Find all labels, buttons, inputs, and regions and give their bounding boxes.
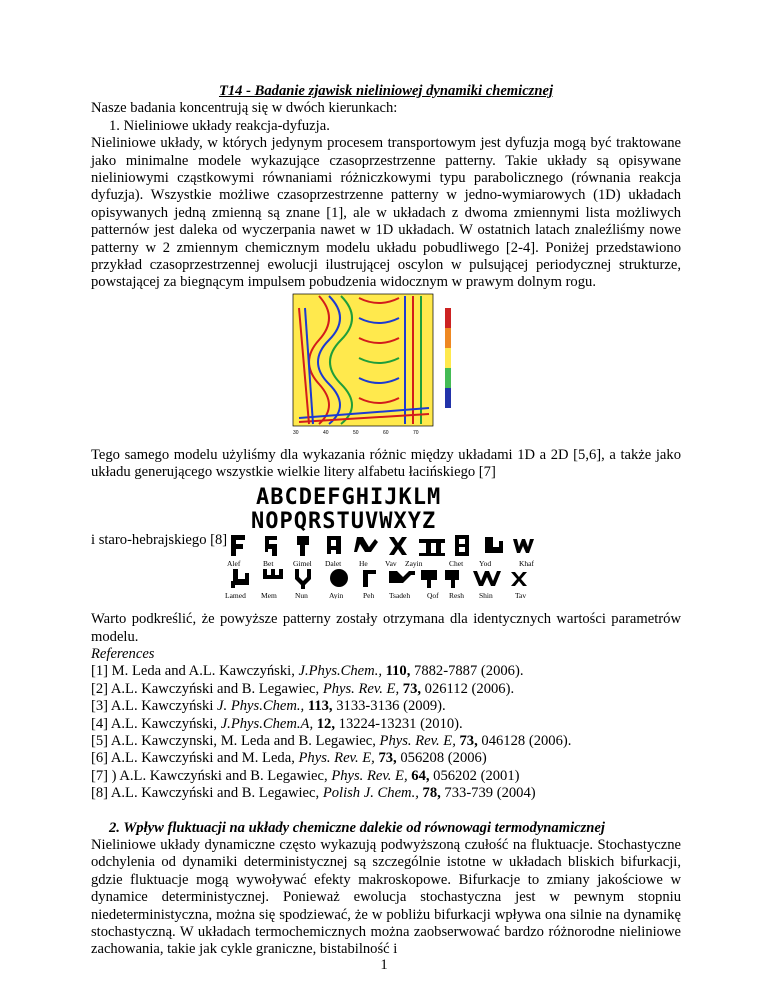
hebrew-intro: i staro-hebrajskiego [8]: [91, 531, 228, 548]
hebrew-label-tav: Tav: [515, 591, 527, 600]
document-title: T14 - Badanie zjawisk nieliniowej dynamiki chemicznej: [218, 83, 554, 99]
hebrew-label-mem: Mem: [261, 591, 277, 600]
svg-text:30: 30: [293, 429, 299, 436]
hebrew-label-nun: Nun: [295, 591, 308, 600]
intro-line: Nasze badania koncentrują się w dwóch kierunkach:: [91, 100, 398, 117]
section-1-heading: 1. Nieliniowe układy reakcja-dyfuzja.: [109, 117, 330, 134]
hebrew-label-he: He: [359, 559, 368, 569]
spacer: [91, 803, 681, 820]
latin-row-2: NOPQRSTUVWXYZ: [251, 508, 437, 534]
hebrew-label-vav: Vav: [385, 559, 397, 569]
page-number: 1: [380, 957, 388, 973]
hebrew-label-yod: Yod: [479, 559, 492, 569]
hebrew-label-chet: Chet: [449, 559, 464, 569]
svg-text:50: 50: [353, 429, 359, 436]
hebrew-glyphs: [223, 533, 553, 599]
reference-item: [3] A.L. Kawczyński J. Phys.Chem., 113, 3133-3136 (2009).: [91, 698, 446, 715]
hebrew-label-khaf: Khaf: [519, 559, 534, 569]
hebrew-label-zayin: Zayin: [405, 559, 423, 569]
svg-text:60: 60: [383, 429, 389, 436]
references-title: References: [91, 645, 155, 662]
hebrew-label-resh: Resh: [449, 591, 464, 600]
latin-row-1: ABCDEFGHIJKLM: [256, 484, 442, 510]
hebrew-label-lamed: Lamed: [225, 591, 246, 600]
latin-alphabet-figure: [91, 482, 681, 532]
hebrew-label-tsadeh: Tsadeh: [389, 591, 411, 600]
hebrew-label-gimel: Gimel: [293, 559, 312, 569]
reference-item: [1] M. Leda and A.L. Kawczyński, J.Phys.Chem., 110, 7882-7887 (2006).: [91, 663, 524, 680]
section-2-heading: 2. Wpływ fluktuacji na układy chemiczne dalekie od równowagi termodynamicznej: [109, 819, 605, 836]
hebrew-label-alef: Alef: [227, 559, 241, 569]
paragraph-3: Warto podkreślić, że powyższe patterny zostały otrzymana dla identycznych wartości parametrów modelu.: [91, 611, 681, 645]
hebrew-label-ayin: Ayin: [329, 591, 344, 600]
spatiotemporal-pattern-figure: [279, 288, 519, 438]
paragraph-4: Nieliniowe układy dynamiczne często wykazują podwyższoną czułość na fluktuacje. Stochastyczne odchylenia od dynamiki deterministycznej są szczególnie istotne w układach bliskich bifurkacji, gdzie fluktuacje mogą wywoływać efekty makroskopowe. Bifurkacje to zmiany jakościowe w dynamice deterministycznej. Ponieważ ewolucja stochastyczna jest w pewnym stopniu niedeterministyczna, można się spodziewać, że w pobliżu bifurkacji wpływa ona silnie na dynamikę stochastyczną. W układach termochemicznych można zaobserwować bardzo różnorodne nieliniowe zachowania, takie jak cykle graniczne, bistabilność i: [91, 836, 681, 958]
document-page: [91, 83, 681, 959]
svg-text:40: 40: [323, 429, 329, 436]
hebrew-label-qof: Qof: [427, 591, 439, 600]
hebrew-label-bet: Bet: [263, 559, 274, 569]
reference-item: [7] ) A.L. Kawczyński and B. Legawiec, Phys. Rev. E, 64, 056202 (2001): [91, 767, 520, 784]
reference-item: [4] A.L. Kawczyński, J.Phys.Chem.A, 12, 13224-13231 (2010).: [91, 715, 463, 732]
reference-item: [8] A.L. Kawczyński and B. Legawiec, Polish J. Chem., 78, 733-739 (2004): [91, 785, 536, 802]
references-list: [91, 663, 681, 802]
reference-item: [6] A.L. Kawczyński and M. Leda, Phys. Rev. E, 73, 056208 (2006): [91, 750, 487, 767]
paragraph-2: Tego samego modelu użyliśmy dla wykazania różnic między układami 1D a 2D [5,6], a także jako układu generującego wszystkie wielkie litery alfabetu łacińskiego [7]: [91, 446, 681, 481]
svg-text:70: 70: [413, 429, 419, 436]
hebrew-label-shin: Shin: [479, 591, 493, 600]
reference-item: [5] A.L. Kawczynski, M. Leda and B. Legawiec, Phys. Rev. E, 73, 046128 (2006).: [91, 732, 572, 749]
figure-container: [91, 292, 681, 447]
paragraph-1: Nieliniowe układy, w których jedynym procesem transportowym jest dyfuzja mogą być traktowane jako minimalne modele wykazujące czasoprzestrzenne patterny. Takie układy są opisywane nieliniowymi cząstkowymi równaniami różniczkowymi typu parabolicznego (równania reakcja dyfuzja). Wszystkie możliwe czasoprzestrzenne patterny w jedno-wymiarowych (1D) układach opisywanych jedną zmienną są znane [1], ale w układach z dwoma zmiennymi lista możliwych patternów jest daleka od wyczerpania nawet w 1D układach. W ostatnich latach znaleźliśmy nowe patterny w 2 zmiennym chemicznym modelu układu pobudliwego [2-4]. Poniżej przedstawiono przykład czasoprzestrzennej ewolucji ilustrującej oscylon w pulsującej periodycznej strukturze, powstającej za biegnącym impulsem pobudzenia widocznym w prawym dolnym rogu.: [91, 135, 681, 291]
hebrew-label-peh: Peh: [363, 591, 375, 600]
hebrew-alphabet-figure: [91, 549, 681, 611]
reference-item: [2] A.L. Kawczyński and B. Legawiec, Phys. Rev. E, 73, 026112 (2006).: [91, 680, 515, 697]
hebrew-label-dalet: Dalet: [325, 559, 342, 569]
